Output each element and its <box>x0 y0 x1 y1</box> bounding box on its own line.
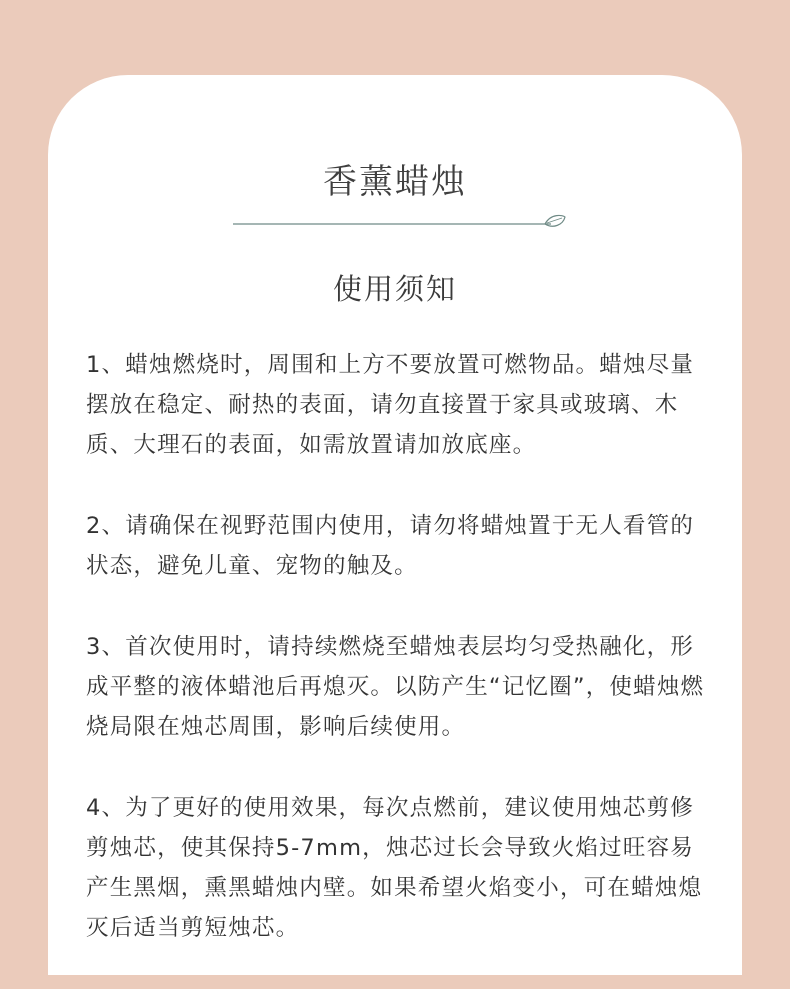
section-heading: 使用须知 <box>332 272 457 306</box>
notice-item: 3、首次使用时，请持续燃烧至蜡烛表层均匀受热融化，形成平整的液体蜡池后再熄灭。以防产生“记忆圈”，使蜡烛燃烧局限在烛芯周围，影响后续使用。 <box>86 634 705 740</box>
notice-list <box>86 345 716 989</box>
leaf-divider <box>233 211 567 233</box>
notice-item: 4、为了更好的使用效果，每次点燃前，建议使用烛芯剪修剪烛芯，使其保持5-7mm，烛芯过长会导致火焰过旺容易产生黑烟，熏黑蜡烛内壁。如果希望火焰变小，可在蜡烛熄灭后适当剪短烛芯。 <box>86 795 703 941</box>
notice-item: 1、蜡烛燃烧时，周围和上方不要放置可燃物品。蜡烛尽量摆放在稳定、耐热的表面，请勿直接置于家具或玻璃、木质、大理石的表面，如需放置请加放底座。 <box>86 352 695 458</box>
notice-item: 2、请确保在视野范围内使用，请勿将蜡烛置于无人看管的状态，避免儿童、宠物的触及。 <box>86 513 695 579</box>
page-title: 香薰蜡烛 <box>323 162 467 202</box>
